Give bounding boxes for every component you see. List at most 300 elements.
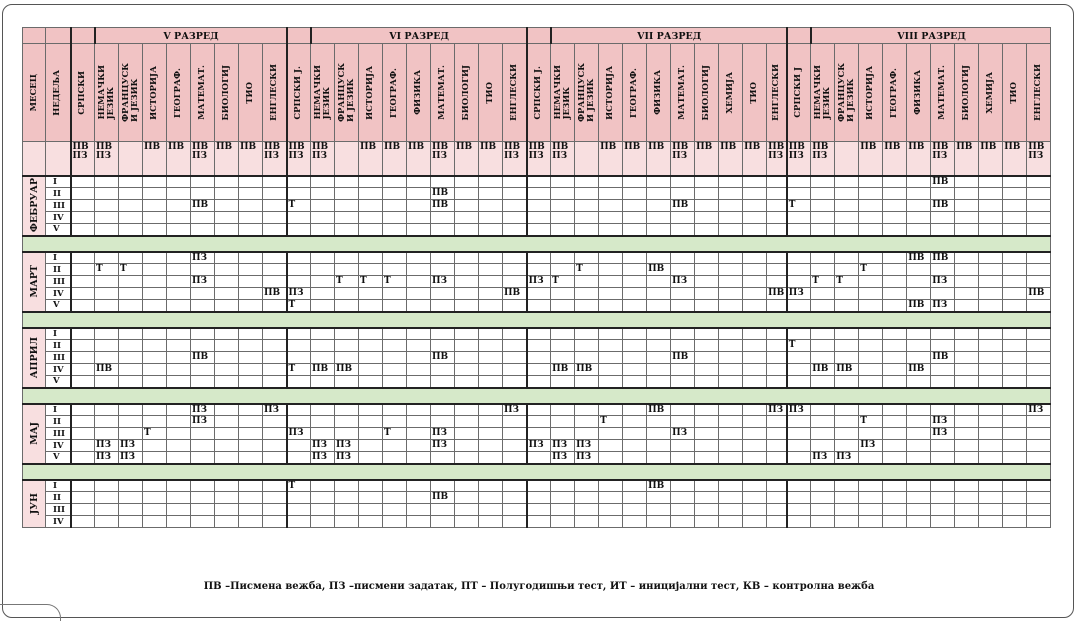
- schedule-cell-empty: [503, 176, 527, 188]
- schedule-cell-empty: [191, 224, 215, 236]
- subject-header-12: [359, 44, 383, 142]
- schedule-cell-text: ПЗ: [788, 288, 804, 298]
- schedule-cell-empty: [287, 516, 311, 528]
- schedule-cell-empty: [811, 492, 835, 504]
- schedule-cell-empty: [859, 480, 883, 492]
- schedule-cell-empty: [883, 452, 907, 464]
- schedule-cell-empty: [287, 328, 311, 340]
- schedule-cell-empty: [287, 176, 311, 188]
- summary-cell: [287, 142, 311, 176]
- schedule-cell-text: ПЗ: [288, 428, 304, 438]
- subject-header-31: [811, 44, 835, 142]
- subject-header-3: [143, 44, 167, 142]
- schedule-cell-empty: [383, 492, 407, 504]
- schedule-cell-empty: [695, 416, 719, 428]
- schedule-cell: [95, 452, 119, 464]
- schedule-cell-empty: [787, 352, 811, 364]
- schedule-cell-empty: [883, 340, 907, 352]
- schedule-cell-empty: [599, 300, 623, 312]
- schedule-cell-empty: [455, 480, 479, 492]
- schedule-cell-empty: [503, 300, 527, 312]
- schedule-cell-empty: [1003, 188, 1027, 200]
- schedule-cell-empty: [215, 212, 239, 224]
- schedule-cell-empty: [431, 340, 455, 352]
- subject-header-23: [623, 44, 647, 142]
- schedule-cell: [931, 176, 955, 188]
- week-row: [23, 440, 1051, 452]
- schedule-cell-empty: [407, 480, 431, 492]
- schedule-cell-empty: [695, 288, 719, 300]
- schedule-cell-empty: [143, 404, 167, 416]
- schedule-cell-empty: [1003, 288, 1027, 300]
- schedule-cell-empty: [167, 352, 191, 364]
- schedule-cell-empty: [811, 264, 835, 276]
- week-row: [23, 492, 1051, 504]
- schedule-cell-empty: [859, 404, 883, 416]
- schedule-cell-empty: [311, 212, 335, 224]
- schedule-cell-empty: [719, 364, 743, 376]
- schedule-cell-empty: [811, 224, 835, 236]
- week-label-text: V: [53, 376, 60, 387]
- schedule-cell-text: ПВ: [648, 480, 665, 491]
- schedule-cell-empty: [479, 188, 503, 200]
- schedule-cell-empty: [647, 328, 671, 340]
- schedule-cell-empty: [955, 224, 979, 236]
- schedule-cell-empty: [787, 504, 811, 516]
- schedule-cell-empty: [811, 200, 835, 212]
- schedule-cell-empty: [215, 224, 239, 236]
- schedule-cell-empty: [787, 376, 811, 388]
- schedule-cell-empty: [503, 264, 527, 276]
- schedule-cell-empty: [907, 452, 931, 464]
- schedule-cell-empty: [71, 188, 95, 200]
- grade-label-6-text: VI РАЗРЕД: [389, 30, 449, 42]
- schedule-cell-empty: [743, 212, 767, 224]
- schedule-cell-empty: [787, 328, 811, 340]
- schedule-cell-empty: [311, 416, 335, 428]
- summary-cell-text: ПВ: [648, 142, 665, 152]
- schedule-cell-empty: [811, 352, 835, 364]
- schedule-cell-empty: [503, 328, 527, 340]
- schedule-cell-text: ПЗ: [576, 452, 592, 462]
- schedule-cell-empty: [143, 452, 167, 464]
- week-label: [46, 428, 71, 440]
- schedule-cell-empty: [551, 480, 575, 492]
- schedule-cell-empty: [931, 404, 955, 416]
- schedule-cell-empty: [811, 376, 835, 388]
- schedule-cell-empty: [743, 264, 767, 276]
- summary-cell: [1003, 142, 1027, 176]
- schedule-cell-empty: [191, 428, 215, 440]
- schedule-cell-empty: [455, 492, 479, 504]
- schedule-cell-empty: [143, 224, 167, 236]
- schedule-cell: [191, 404, 215, 416]
- schedule-cell-empty: [407, 200, 431, 212]
- schedule-cell-empty: [979, 504, 1003, 516]
- schedule-cell-empty: [239, 176, 263, 188]
- schedule-cell-empty: [335, 404, 359, 416]
- schedule-cell-empty: [599, 188, 623, 200]
- schedule-cell-empty: [719, 480, 743, 492]
- schedule-cell-text: ПВ: [768, 288, 785, 298]
- schedule-cell-empty: [311, 300, 335, 312]
- schedule-cell-text: ПЗ: [96, 452, 111, 462]
- schedule-cell-empty: [359, 492, 383, 504]
- month-label: АПРИЛ: [28, 336, 40, 379]
- schedule-cell-empty: [835, 340, 859, 352]
- schedule-cell-empty: [383, 328, 407, 340]
- schedule-cell-empty: [1027, 416, 1051, 428]
- schedule-cell: [143, 428, 167, 440]
- schedule-cell-empty: [455, 504, 479, 516]
- schedule-cell-empty: [239, 492, 263, 504]
- schedule-cell-empty: [811, 176, 835, 188]
- schedule-cell-empty: [119, 328, 143, 340]
- schedule-cell-empty: [359, 376, 383, 388]
- schedule-cell-empty: [359, 480, 383, 492]
- summary-cell-text: ПВ ПЗ: [312, 142, 329, 161]
- week-label-text: II: [53, 188, 61, 199]
- schedule-cell-empty: [455, 352, 479, 364]
- schedule-cell-empty: [955, 264, 979, 276]
- week-label-text: II: [53, 264, 61, 275]
- schedule-cell-empty: [931, 480, 955, 492]
- schedule-cell-empty: [431, 300, 455, 312]
- subject-header-35: [907, 44, 931, 142]
- schedule-cell-empty: [359, 516, 383, 528]
- subject-header-19-text: СРПСКИ Ј.: [533, 65, 544, 120]
- schedule-cell-empty: [623, 416, 647, 428]
- schedule-cell-empty: [599, 404, 623, 416]
- schedule-cell-empty: [263, 376, 287, 388]
- schedule-cell-empty: [719, 516, 743, 528]
- schedule-cell-empty: [599, 212, 623, 224]
- schedule-cell-empty: [955, 176, 979, 188]
- summary-cell-text: ПВ: [168, 142, 185, 152]
- schedule-cell-empty: [263, 504, 287, 516]
- summary-mesec: [23, 142, 46, 176]
- schedule-cell-empty: [263, 176, 287, 188]
- schedule-cell-empty: [71, 504, 95, 516]
- schedule-cell-empty: [647, 224, 671, 236]
- schedule-cell: [287, 364, 311, 376]
- schedule-cell-empty: [359, 264, 383, 276]
- schedule-cell-empty: [95, 376, 119, 388]
- schedule-cell: [787, 340, 811, 352]
- subject-header-11: [335, 44, 359, 142]
- week-label-text: IV: [53, 212, 64, 223]
- schedule-cell-empty: [979, 224, 1003, 236]
- schedule-cell-empty: [859, 340, 883, 352]
- month-label-cell: [23, 480, 46, 528]
- schedule-cell-empty: [287, 188, 311, 200]
- subject-header-18: [503, 44, 527, 142]
- schedule-cell-empty: [359, 352, 383, 364]
- schedule-cell-empty: [671, 516, 695, 528]
- schedule-cell-empty: [811, 300, 835, 312]
- schedule-cell-empty: [859, 300, 883, 312]
- schedule-cell-empty: [239, 428, 263, 440]
- schedule-cell-empty: [743, 352, 767, 364]
- subject-header-24-text: ФИЗИКА: [653, 70, 664, 115]
- schedule-cell-empty: [811, 212, 835, 224]
- schedule-cell-empty: [695, 264, 719, 276]
- schedule-cell-empty: [575, 188, 599, 200]
- schedule-cell-empty: [191, 364, 215, 376]
- schedule-cell-empty: [215, 176, 239, 188]
- schedule-cell-empty: [95, 428, 119, 440]
- schedule-cell-empty: [263, 300, 287, 312]
- schedule-cell-empty: [263, 252, 287, 264]
- schedule-cell-empty: [979, 288, 1003, 300]
- schedule-cell-empty: [503, 428, 527, 440]
- schedule-cell-empty: [191, 480, 215, 492]
- schedule-cell-empty: [455, 212, 479, 224]
- schedule-cell-empty: [1003, 504, 1027, 516]
- schedule-cell-empty: [359, 364, 383, 376]
- schedule-cell-empty: [743, 376, 767, 388]
- schedule-cell-empty: [431, 176, 455, 188]
- nedelja-header-top: [46, 28, 71, 44]
- summary-cell-text: ПВ: [884, 142, 901, 152]
- schedule-cell-empty: [623, 452, 647, 464]
- schedule-cell-empty: [143, 252, 167, 264]
- schedule-cell-empty: [527, 300, 551, 312]
- schedule-cell-empty: [671, 300, 695, 312]
- schedule-cell-empty: [431, 376, 455, 388]
- week-label-text: I: [53, 404, 57, 415]
- schedule-cell-empty: [835, 516, 859, 528]
- week-label-text: IV: [53, 364, 64, 375]
- summary-cell-text: [835, 142, 858, 143]
- subject-header-0: [71, 44, 95, 142]
- schedule-cell-empty: [835, 176, 859, 188]
- schedule-cell-empty: [787, 176, 811, 188]
- summary-cell: [71, 142, 95, 176]
- schedule-cell-empty: [503, 340, 527, 352]
- schedule-cell-empty: [71, 492, 95, 504]
- schedule-cell-empty: [623, 176, 647, 188]
- schedule-cell-empty: [335, 516, 359, 528]
- schedule-cell-empty: [311, 188, 335, 200]
- subject-header-32: [835, 44, 859, 142]
- schedule-cell-empty: [647, 176, 671, 188]
- schedule-cell-empty: [455, 300, 479, 312]
- schedule-cell-empty: [767, 200, 787, 212]
- summary-cell: [883, 142, 907, 176]
- schedule-cell-empty: [835, 352, 859, 364]
- schedule-cell-empty: [719, 376, 743, 388]
- schedule-cell-text: ПЗ: [192, 404, 207, 415]
- schedule-cell-empty: [263, 452, 287, 464]
- schedule-cell-text: Т: [360, 276, 367, 286]
- schedule-cell-empty: [835, 252, 859, 264]
- schedule-cell-empty: [167, 328, 191, 340]
- summary-cell: [599, 142, 623, 176]
- summary-cell: [979, 142, 1003, 176]
- schedule-cell-empty: [383, 340, 407, 352]
- subject-header-3-text: ИСТОРИЈА: [149, 65, 159, 120]
- schedule-cell-empty: [599, 176, 623, 188]
- summary-cell: [191, 142, 215, 176]
- schedule-cell-empty: [695, 224, 719, 236]
- schedule-cell-empty: [883, 176, 907, 188]
- week-row: [23, 452, 1051, 464]
- schedule-cell-empty: [503, 224, 527, 236]
- schedule-cell-empty: [167, 252, 191, 264]
- schedule-cell-empty: [719, 300, 743, 312]
- schedule-cell-empty: [383, 364, 407, 376]
- schedule-cell-empty: [383, 404, 407, 416]
- schedule-cell-text: Т: [576, 264, 583, 274]
- schedule-cell-empty: [811, 480, 835, 492]
- summary-cell: [167, 142, 191, 176]
- subject-header-8: [263, 44, 287, 142]
- schedule-cell: [95, 264, 119, 276]
- summary-cell: [907, 142, 931, 176]
- subject-header-9: [287, 44, 311, 142]
- schedule-cell-empty: [719, 328, 743, 340]
- schedule-cell-empty: [1003, 352, 1027, 364]
- summary-cell: [575, 142, 599, 176]
- schedule-cell-empty: [95, 516, 119, 528]
- schedule-cell-empty: [671, 252, 695, 264]
- schedule-cell-empty: [979, 352, 1003, 364]
- schedule-cell-text: ПВ: [1028, 288, 1045, 298]
- schedule-cell-empty: [71, 416, 95, 428]
- schedule-cell-empty: [719, 452, 743, 464]
- schedule-cell-empty: [383, 176, 407, 188]
- schedule-cell-text: ПЗ: [312, 440, 327, 450]
- schedule-cell-empty: [311, 200, 335, 212]
- schedule-cell-empty: [835, 480, 859, 492]
- schedule-cell-empty: [575, 288, 599, 300]
- schedule-cell-empty: [335, 252, 359, 264]
- summary-cell-text: ПВ: [696, 142, 713, 152]
- schedule-cell-empty: [311, 428, 335, 440]
- week-row: [23, 276, 1051, 288]
- schedule-cell-empty: [239, 288, 263, 300]
- schedule-cell-empty: [551, 328, 575, 340]
- schedule-cell-empty: [695, 276, 719, 288]
- schedule-cell: [335, 364, 359, 376]
- summary-cell-text: ПВ: [980, 142, 997, 152]
- week-label-text: II: [53, 492, 61, 503]
- subject-header-row: [23, 44, 1051, 142]
- schedule-cell-empty: [859, 328, 883, 340]
- schedule-cell-empty: [215, 440, 239, 452]
- week-row: [23, 404, 1051, 416]
- schedule-cell-empty: [215, 252, 239, 264]
- schedule-cell-empty: [575, 480, 599, 492]
- schedule-cell-empty: [955, 252, 979, 264]
- schedule-cell-empty: [811, 288, 835, 300]
- subject-header-38: [979, 44, 1003, 142]
- schedule-cell-empty: [647, 276, 671, 288]
- schedule-cell-empty: [359, 328, 383, 340]
- week-row: [23, 480, 1051, 492]
- schedule-cell-text: ПЗ: [932, 276, 948, 286]
- schedule-cell-empty: [811, 328, 835, 340]
- schedule-cell-empty: [143, 176, 167, 188]
- schedule-cell-empty: [743, 288, 767, 300]
- schedule-cell-empty: [743, 200, 767, 212]
- schedule-cell-empty: [143, 328, 167, 340]
- schedule-cell-empty: [931, 340, 955, 352]
- schedule-cell: [671, 276, 695, 288]
- schedule-cell-empty: [743, 276, 767, 288]
- schedule-cell: [119, 452, 143, 464]
- schedule-cell: [671, 352, 695, 364]
- schedule-cell: [263, 288, 287, 300]
- schedule-cell-text: ПВ: [932, 200, 949, 210]
- schedule-cell-empty: [767, 252, 787, 264]
- schedule-cell-empty: [167, 376, 191, 388]
- schedule-cell-text: Т: [860, 416, 867, 426]
- summary-cell: [359, 142, 383, 176]
- schedule-cell-text: ПВ: [96, 364, 113, 374]
- schedule-cell-empty: [955, 340, 979, 352]
- schedule-cell-empty: [503, 252, 527, 264]
- schedule-cell-empty: [431, 452, 455, 464]
- schedule-cell: [311, 452, 335, 464]
- schedule-cell-empty: [479, 364, 503, 376]
- schedule-cell-empty: [835, 440, 859, 452]
- schedule-cell-empty: [503, 376, 527, 388]
- schedule-cell: [931, 352, 955, 364]
- schedule-cell-empty: [527, 212, 551, 224]
- subject-header-19: [527, 44, 551, 142]
- schedule-cell-text: Т: [836, 276, 843, 286]
- schedule-cell-empty: [743, 404, 767, 416]
- schedule-cell-empty: [883, 252, 907, 264]
- subject-header-31-text: НЕМАЧКИ ЈЕЗИК: [812, 65, 832, 120]
- schedule-cell-empty: [883, 200, 907, 212]
- schedule-cell-text: ПЗ: [432, 440, 447, 450]
- schedule-cell-empty: [767, 364, 787, 376]
- schedule-cell-empty: [767, 440, 787, 452]
- schedule-cell-empty: [979, 452, 1003, 464]
- schedule-cell-empty: [287, 340, 311, 352]
- schedule-cell-empty: [455, 364, 479, 376]
- schedule-cell-empty: [695, 428, 719, 440]
- schedule-cell-empty: [455, 516, 479, 528]
- week-label: [46, 276, 71, 288]
- schedule-cell-empty: [883, 428, 907, 440]
- schedule-cell-empty: [263, 416, 287, 428]
- schedule-cell-empty: [263, 364, 287, 376]
- schedule-cell-empty: [311, 376, 335, 388]
- schedule-cell-empty: [239, 264, 263, 276]
- schedule-cell-empty: [215, 376, 239, 388]
- schedule-cell-empty: [383, 352, 407, 364]
- summary-cell: [551, 142, 575, 176]
- schedule-cell-empty: [1003, 404, 1027, 416]
- summary-cell: [955, 142, 979, 176]
- schedule-cell-empty: [479, 224, 503, 236]
- schedule-cell-empty: [239, 328, 263, 340]
- month-label-cell: [23, 176, 46, 236]
- month-separator: [23, 464, 1051, 480]
- schedule-cell-empty: [263, 212, 287, 224]
- schedule-cell-empty: [955, 300, 979, 312]
- schedule-cell-empty: [383, 376, 407, 388]
- schedule-cell-empty: [719, 416, 743, 428]
- schedule-cell: [335, 440, 359, 452]
- schedule-cell-empty: [239, 376, 263, 388]
- schedule-cell-empty: [455, 404, 479, 416]
- subject-header-36: [931, 44, 955, 142]
